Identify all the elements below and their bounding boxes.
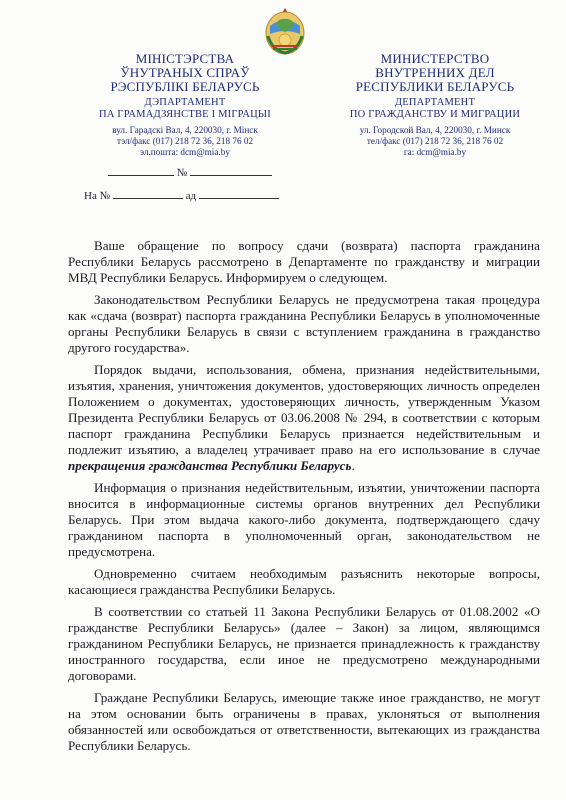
ministry-line: МИНИСТЕРСТВО: [380, 51, 490, 66]
reply-number-blank: [113, 189, 183, 199]
department-line: ДЕПАРТАМЕНТ: [394, 97, 476, 108]
ministry-line: ВНУТРЕННИХ ДЕЛ: [375, 65, 495, 80]
paragraph: Одновременно считаем необходимым разъяснить некоторые вопросы, касающиеся гражданства Республики Беларусь.: [68, 566, 540, 597]
phone-line: тэл/факс (017) 218 72 36, 218 76 02: [116, 136, 254, 146]
reply-number-label: На №: [84, 190, 111, 202]
address-line: вул. Гарадскі Вал, 4, 220030, г. Мінск: [112, 125, 258, 135]
letterhead-russian: [320, 52, 550, 158]
state-emblem-icon: [264, 6, 306, 56]
paragraph: Граждане Республики Беларусь, имеющие также иное гражданство, не могут на этом основании быть ограничены в правах, уклоняться от выполнения обязанностей или освобождаться от ответственности, вытекающих из гражданства Республики Беларусь.: [68, 690, 540, 753]
number-blank: [190, 166, 272, 176]
ministry-line: ЎНУТРАНЫХ СПРАЎ: [120, 65, 250, 80]
emphasized-phrase: прекращения гражданства Республики Беларусь: [68, 458, 352, 473]
letterhead-belarusian: [70, 52, 300, 158]
address-line: ул. Городской Вал, 4, 220030, г. Минск: [359, 125, 511, 135]
ministry-name-by: [70, 52, 300, 94]
department-name-by: [70, 97, 300, 121]
department-line: ПО ГРАЖДАНСТВУ И МИГРАЦИИ: [349, 109, 521, 120]
paragraph: Законодательством Республики Беларусь не предусмотрена такая процедура как «сдача (возврат) паспорта гражданина Республики Беларусь в уполномоченные органы Республики Беларусь в связи с вступлением гражданина в гражданство другого государства».: [68, 292, 540, 355]
reply-reference-line: [84, 189, 279, 202]
letter-body: [68, 238, 540, 760]
ministry-line: РЭСПУБЛІКІ БЕЛАРУСЬ: [110, 79, 260, 94]
ministry-name-ru: [320, 52, 550, 94]
number-label: №: [176, 167, 188, 179]
department-name-ru: [320, 97, 550, 121]
date-blank: [108, 166, 174, 176]
department-line: ПА ГРАМАДЗЯНСТВЕ І МІГРАЦЫІ: [99, 109, 271, 120]
paragraph: В соответствии со статьей 11 Закона Республики Беларусь от 01.08.2002 «О гражданстве Республики Беларусь» (далее – Закон) за лицом, являющимся гражданином Республики Беларусь, не признается принадлежность к гражданству иностранного государства, если иное не предусмотрено международными договорами.: [68, 604, 540, 683]
paragraph: Ваше обращение по вопросу сдачи (возврата) паспорта гражданина Республики Беларусь рассмотрено в Департаменте по гражданству и миграции МВД Республики Беларусь. Информируем о следующем.: [68, 238, 540, 285]
phone-line: тел/факс (017) 218 72 36, 218 76 02: [366, 136, 504, 146]
reply-date-label: ад: [185, 190, 197, 202]
email-line: эл.пошта: dcm@mia.by: [140, 147, 230, 157]
address-block-by: [70, 125, 300, 158]
address-block-ru: [320, 125, 550, 158]
reply-date-blank: [199, 189, 279, 199]
paragraph: [68, 362, 540, 474]
outgoing-number-line: [108, 166, 272, 179]
department-line: ДЭПАРТАМЕНТ: [144, 97, 226, 108]
paragraph-text: Порядок выдачи, использования, обмена, признания недействительными, изъятия, хранения, уничтожения документов, удостоверяющих личность определен Положением о документах, удостоверяющих личность, утвержденным Указом Президента Республики Беларусь от 03.06.2008 № 294, в соответствии с которым паспорт гражданина Республики Беларусь признается недействительным и подлежит изъятию, а владелец утрачивает право на его использование в случае: [68, 362, 540, 457]
email-line: га: dcm@mia.by: [403, 147, 467, 157]
ministry-line: РЕСПУБЛИКИ БЕЛАРУСЬ: [355, 79, 515, 94]
paragraph: Информация о признания недействительным, изъятии, уничтожении паспорта вносится в информационные системы органов внутренних дел Республики Беларусь. При этом выдача какого-либо документа, подтверждающего сдачу гражданином паспорта в уполномоченный орган, законодательством не предусмотрена.: [68, 480, 540, 559]
ministry-line: МІНІСТЭРСТВА: [135, 51, 235, 66]
paragraph-end: .: [351, 458, 355, 473]
